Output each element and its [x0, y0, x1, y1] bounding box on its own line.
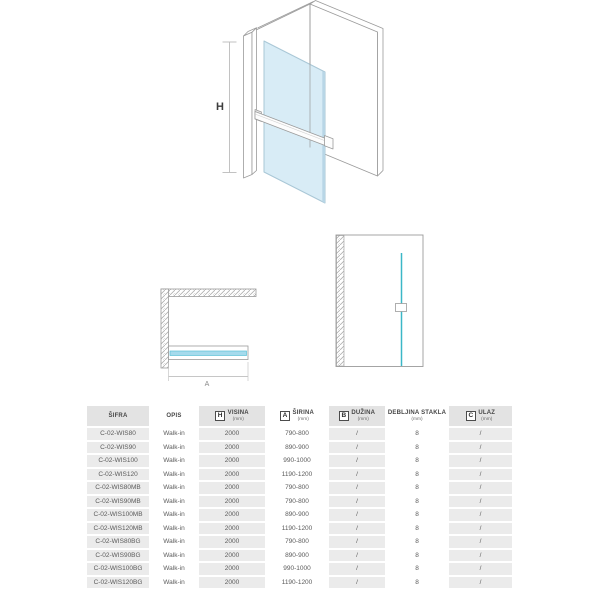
- table-row: [87, 563, 512, 575]
- column-unit-duzina: (mm): [357, 417, 369, 423]
- cell-sifra: C-02-WIS90MB: [87, 496, 149, 508]
- iso-view-drawing: [216, 1, 383, 204]
- cell-sifra: C-02-WIS100BG: [87, 563, 149, 575]
- column-letter-sirina: A: [280, 411, 290, 421]
- cell-sifra: C-02-WIS90: [87, 442, 149, 454]
- column-letter-duzina: B: [339, 411, 349, 421]
- cell-opis: Walk-in: [152, 550, 196, 562]
- cell-sirina: 1190-1200: [268, 469, 326, 481]
- cell-sirina: 890-900: [268, 550, 326, 562]
- plan-glass-stripe: [170, 351, 247, 356]
- cell-ulaz: /: [449, 509, 512, 521]
- cell-debljina: 8: [388, 455, 446, 467]
- cell-visina: 2000: [199, 442, 265, 454]
- left-wall-top-edges: [254, 2, 314, 32]
- cell-duzina: /: [329, 442, 385, 454]
- plan-view-drawing: [161, 289, 256, 388]
- cell-opis: Walk-in: [152, 523, 196, 535]
- table-row: [87, 455, 512, 467]
- cell-debljina: 8: [388, 482, 446, 494]
- table-row: [87, 428, 512, 440]
- cell-ulaz: /: [449, 496, 512, 508]
- cell-opis: Walk-in: [152, 496, 196, 508]
- table-row: [87, 536, 512, 548]
- column-label-visina: VISINA: [227, 409, 249, 416]
- column-unit-ulaz: (mm): [481, 417, 493, 423]
- spec-table-body: [87, 428, 512, 588]
- cell-ulaz: /: [449, 428, 512, 440]
- cell-sifra: C-02-WIS120: [87, 469, 149, 481]
- column-label-duzina: DUŽINA: [351, 409, 376, 416]
- cell-duzina: /: [329, 428, 385, 440]
- cell-sifra: C-02-WIS120BG: [87, 577, 149, 589]
- cell-sirina: 790-800: [268, 536, 326, 548]
- cell-ulaz: /: [449, 536, 512, 548]
- cell-duzina: /: [329, 469, 385, 481]
- cell-duzina: /: [329, 536, 385, 548]
- cell-sifra: C-02-WIS80: [87, 428, 149, 440]
- cell-visina: 2000: [199, 469, 265, 481]
- cell-debljina: 8: [388, 469, 446, 481]
- cell-debljina: 8: [388, 442, 446, 454]
- column-header-debljina: [388, 406, 446, 426]
- table-row: [87, 442, 512, 454]
- column-label-debljina: DEBLJINA STAKLA: [388, 409, 446, 416]
- column-label-opis: OPIS: [166, 412, 182, 419]
- column-unit-sirina: (mm): [297, 417, 309, 423]
- cell-debljina: 8: [388, 550, 446, 562]
- front-glass-outline: [336, 235, 423, 367]
- plan-glass: [169, 346, 249, 360]
- cell-duzina: /: [329, 523, 385, 535]
- spec-table: [84, 404, 515, 590]
- dimension-a-label: A: [204, 381, 210, 388]
- cell-visina: 2000: [199, 577, 265, 589]
- cell-opis: Walk-in: [152, 428, 196, 440]
- table-row: [87, 550, 512, 562]
- cell-sifra: C-02-WIS80BG: [87, 536, 149, 548]
- table-row: [87, 469, 512, 481]
- cell-debljina: 8: [388, 577, 446, 589]
- cell-sirina: 890-900: [268, 509, 326, 521]
- cell-opis: Walk-in: [152, 455, 196, 467]
- cell-visina: 2000: [199, 509, 265, 521]
- front-wall-profile: [337, 236, 345, 367]
- cell-sifra: C-02-WIS100: [87, 455, 149, 467]
- front-view-drawing: [336, 235, 423, 367]
- cell-ulaz: /: [449, 523, 512, 535]
- cell-visina: 2000: [199, 550, 265, 562]
- cell-sifra: C-02-WIS120MB: [87, 523, 149, 535]
- left-wall: [244, 28, 257, 178]
- cell-opis: Walk-in: [152, 509, 196, 521]
- cell-debljina: 8: [388, 428, 446, 440]
- cell-ulaz: /: [449, 469, 512, 481]
- cell-sifra: C-02-WIS90BG: [87, 550, 149, 562]
- cell-visina: 2000: [199, 536, 265, 548]
- cell-opis: Walk-in: [152, 469, 196, 481]
- cell-duzina: /: [329, 496, 385, 508]
- cell-opis: Walk-in: [152, 563, 196, 575]
- cell-ulaz: /: [449, 455, 512, 467]
- column-label-sifra: ŠIFRA: [108, 412, 128, 419]
- cell-visina: 2000: [199, 563, 265, 575]
- dimension-h: [216, 42, 236, 173]
- column-header-opis: [152, 406, 196, 426]
- cell-sirina: 790-800: [268, 496, 326, 508]
- cell-duzina: /: [329, 482, 385, 494]
- cell-opis: Walk-in: [152, 482, 196, 494]
- cell-visina: 2000: [199, 523, 265, 535]
- cell-sirina: 990-1000: [268, 563, 326, 575]
- column-label-sirina: ŠIRINA: [292, 409, 315, 416]
- cell-sirina: 990-1000: [268, 455, 326, 467]
- table-row: [87, 523, 512, 535]
- cell-ulaz: /: [449, 482, 512, 494]
- cell-duzina: /: [329, 577, 385, 589]
- table-row: [87, 577, 512, 589]
- cell-debljina: 8: [388, 563, 446, 575]
- cell-sifra: C-02-WIS100MB: [87, 509, 149, 521]
- column-label-ulaz: ULAZ: [478, 409, 496, 416]
- cell-sifra: C-02-WIS80MB: [87, 482, 149, 494]
- cell-debljina: 8: [388, 496, 446, 508]
- dimension-a: [169, 362, 249, 388]
- cell-visina: 2000: [199, 496, 265, 508]
- column-unit-debljina: (mm): [411, 417, 423, 423]
- front-bar-connector: [396, 304, 407, 312]
- cell-sirina: 890-900: [268, 442, 326, 454]
- column-unit-visina: (mm): [232, 417, 244, 423]
- cell-ulaz: /: [449, 550, 512, 562]
- column-header-visina: [199, 406, 265, 426]
- cell-visina: 2000: [199, 455, 265, 467]
- column-letter-visina: H: [215, 411, 225, 421]
- cell-ulaz: /: [449, 577, 512, 589]
- column-header-sifra: [87, 406, 149, 426]
- spec-table-header-row: [87, 406, 512, 426]
- dimension-h-label: H: [216, 101, 224, 113]
- spec-table-head: [87, 406, 512, 426]
- cell-sirina: 1190-1200: [268, 523, 326, 535]
- cell-duzina: /: [329, 455, 385, 467]
- cell-visina: 2000: [199, 482, 265, 494]
- cell-sirina: 790-800: [268, 428, 326, 440]
- cell-opis: Walk-in: [152, 577, 196, 589]
- cell-duzina: /: [329, 563, 385, 575]
- cell-debljina: 8: [388, 536, 446, 548]
- cell-duzina: /: [329, 509, 385, 521]
- column-header-ulaz: [449, 406, 512, 426]
- column-letter-ulaz: C: [466, 411, 476, 421]
- column-header-sirina: [268, 406, 326, 426]
- table-row: [87, 509, 512, 521]
- cell-visina: 2000: [199, 428, 265, 440]
- cell-duzina: /: [329, 550, 385, 562]
- cell-sirina: 790-800: [268, 482, 326, 494]
- cell-ulaz: /: [449, 442, 512, 454]
- cell-opis: Walk-in: [152, 442, 196, 454]
- table-row: [87, 496, 512, 508]
- column-header-duzina: [329, 406, 385, 426]
- cell-opis: Walk-in: [152, 536, 196, 548]
- cell-debljina: 8: [388, 523, 446, 535]
- cell-ulaz: /: [449, 563, 512, 575]
- cell-debljina: 8: [388, 509, 446, 521]
- cell-sirina: 1190-1200: [268, 577, 326, 589]
- table-row: [87, 482, 512, 494]
